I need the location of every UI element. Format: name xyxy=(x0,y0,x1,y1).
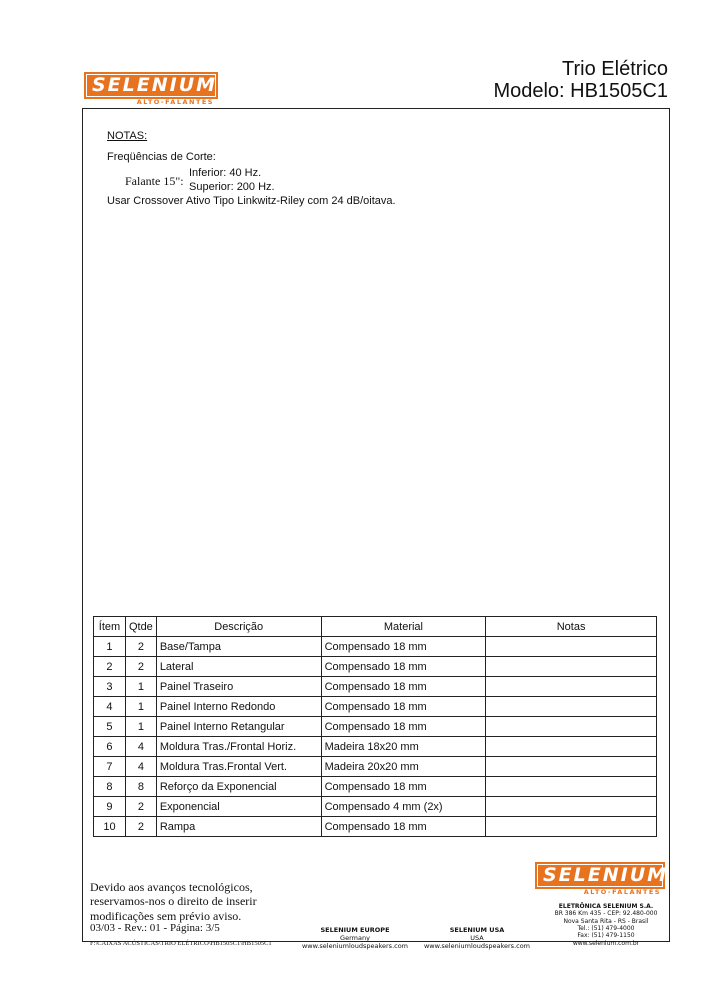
crossover-note: Usar Crossover Ativo Tipo Linkwitz-Riley com 24 dB/oitava. xyxy=(107,195,396,207)
cell-description: Reforço da Exponencial xyxy=(156,777,321,797)
header-description: Descrição xyxy=(156,617,321,637)
table-row xyxy=(94,737,657,757)
office-country: Germany xyxy=(340,934,370,943)
cell-notes xyxy=(486,757,657,777)
cell-item: 4 xyxy=(94,697,126,717)
cell-item: 3 xyxy=(94,677,126,697)
document-title: Trio Elétrico xyxy=(562,58,668,80)
cell-description: Painel Interno Redondo xyxy=(156,697,321,717)
table-row xyxy=(94,797,657,817)
cell-description: Rampa xyxy=(156,817,321,837)
cell-qty: 1 xyxy=(125,717,156,737)
cell-notes xyxy=(486,737,657,757)
header-notes: Notas xyxy=(486,617,657,637)
cell-material: Compensado 4 mm (2x) xyxy=(321,797,486,817)
table-row xyxy=(94,777,657,797)
cell-description: Painel Interno Retangular xyxy=(156,717,321,737)
office-website: www.seleniumloudspeakers.com xyxy=(301,942,409,951)
parts-table xyxy=(93,616,657,837)
cell-description: Painel Traseiro xyxy=(156,677,321,697)
cell-qty: 2 xyxy=(125,797,156,817)
office-name: SELENIUM USA xyxy=(449,926,505,934)
office-brasil xyxy=(542,903,670,947)
cell-material: Compensado 18 mm xyxy=(321,817,486,837)
cell-qty: 2 xyxy=(125,657,156,677)
logo-tagline: ALTO-FALANTES xyxy=(136,98,214,106)
cell-notes xyxy=(486,797,657,817)
cell-qty: 4 xyxy=(125,757,156,777)
cell-notes xyxy=(486,697,657,717)
cell-material: Compensado 18 mm xyxy=(321,657,486,677)
cell-qty: 1 xyxy=(125,677,156,697)
table-row xyxy=(94,657,657,677)
cell-item: 1 xyxy=(94,637,126,657)
notes-section xyxy=(107,129,216,165)
logo-wordmark: SELENIUM xyxy=(535,862,665,889)
cell-description: Base/Tampa xyxy=(156,637,321,657)
table-row xyxy=(94,677,657,697)
table-row xyxy=(94,817,657,837)
header-material: Material xyxy=(321,617,486,637)
cell-notes xyxy=(486,637,657,657)
speaker-label: Falante 15": xyxy=(125,174,184,188)
disclaimer xyxy=(90,880,257,923)
company-fax: Fax: (51) 479-1150 xyxy=(577,932,635,940)
cell-item: 10 xyxy=(94,817,126,837)
cell-qty: 2 xyxy=(125,637,156,657)
office-usa xyxy=(420,926,534,950)
cell-qty: 4 xyxy=(125,737,156,757)
cell-notes xyxy=(486,817,657,837)
disclaimer-line: modificações sem prévio aviso. xyxy=(90,908,242,923)
cell-notes xyxy=(486,777,657,797)
cell-item: 9 xyxy=(94,797,126,817)
cell-item: 2 xyxy=(94,657,126,677)
selenium-logo-bottom xyxy=(535,862,669,897)
cell-qty: 2 xyxy=(125,817,156,837)
cell-description: Moldura Tras./Frontal Horiz. xyxy=(156,737,321,757)
cell-material: Compensado 18 mm xyxy=(321,717,486,737)
cell-material: Compensado 18 mm xyxy=(321,677,486,697)
cell-qty: 1 xyxy=(125,697,156,717)
cell-description: Lateral xyxy=(156,657,321,677)
selenium-logo-top xyxy=(84,72,218,107)
frequency-values xyxy=(189,167,275,195)
cell-notes xyxy=(486,677,657,697)
company-phone: Tel.: (51) 479-4000 xyxy=(577,924,635,932)
cell-item: 8 xyxy=(94,777,126,797)
logo-wordmark: SELENIUM xyxy=(84,72,218,99)
disclaimer-line: Devido aos avanços tecnológicos, xyxy=(90,880,253,894)
table-row xyxy=(94,697,657,717)
header-qty: Qtde xyxy=(125,617,156,637)
cell-material: Compensado 18 mm xyxy=(321,697,486,717)
upper-frequency: Superior: 200 Hz. xyxy=(189,180,275,193)
frequency-heading: Freqüências de Corte: xyxy=(107,150,216,163)
office-country: USA xyxy=(470,934,484,943)
company-website: www.selenium.com.br xyxy=(572,939,640,947)
cell-item: 7 xyxy=(94,757,126,777)
header-item: Ítem xyxy=(94,617,126,637)
table-row xyxy=(94,637,657,657)
logo-tagline: ALTO-FALANTES xyxy=(583,888,661,896)
model-title: Modelo: HB1505C1 xyxy=(493,80,668,102)
office-europe xyxy=(296,926,414,950)
company-city: Nova Santa Rita - RS - Brasil xyxy=(563,917,649,925)
file-path: F:\CAIXAS ACÚSTICAS\TRIO ELÉTRICO\HB1505C1\HB1505C1 xyxy=(90,940,272,947)
cell-description: Moldura Tras.Frontal Vert. xyxy=(156,757,321,777)
cell-material: Compensado 18 mm xyxy=(321,777,486,797)
cell-qty: 8 xyxy=(125,777,156,797)
lower-frequency: Inferior: 40 Hz. xyxy=(189,167,262,179)
cell-material: Madeira 20x20 mm xyxy=(321,757,486,777)
cell-material: Compensado 18 mm xyxy=(321,637,486,657)
cell-item: 5 xyxy=(94,717,126,737)
cell-material: Madeira 18x20 mm xyxy=(321,737,486,757)
disclaimer-line: reservamos-nos o direito de inserir xyxy=(90,894,257,909)
table-row xyxy=(94,757,657,777)
office-name: SELENIUM EUROPE xyxy=(320,926,390,934)
table-header-row xyxy=(94,617,657,637)
company-name: ELETRÔNICA SELENIUM S.A. xyxy=(558,903,654,910)
cell-item: 6 xyxy=(94,737,126,757)
table-row xyxy=(94,717,657,737)
cell-description: Exponencial xyxy=(156,797,321,817)
office-website: www.seleniumloudspeakers.com xyxy=(423,942,531,951)
cell-notes xyxy=(486,717,657,737)
cell-notes xyxy=(486,657,657,677)
notes-heading: NOTAS: xyxy=(107,130,148,142)
company-address: BR 386 Km 435 - CEP: 92.480-000 xyxy=(554,910,658,918)
revision-info: 03/03 - Rev.: 01 - Página: 3/5 xyxy=(90,922,220,934)
